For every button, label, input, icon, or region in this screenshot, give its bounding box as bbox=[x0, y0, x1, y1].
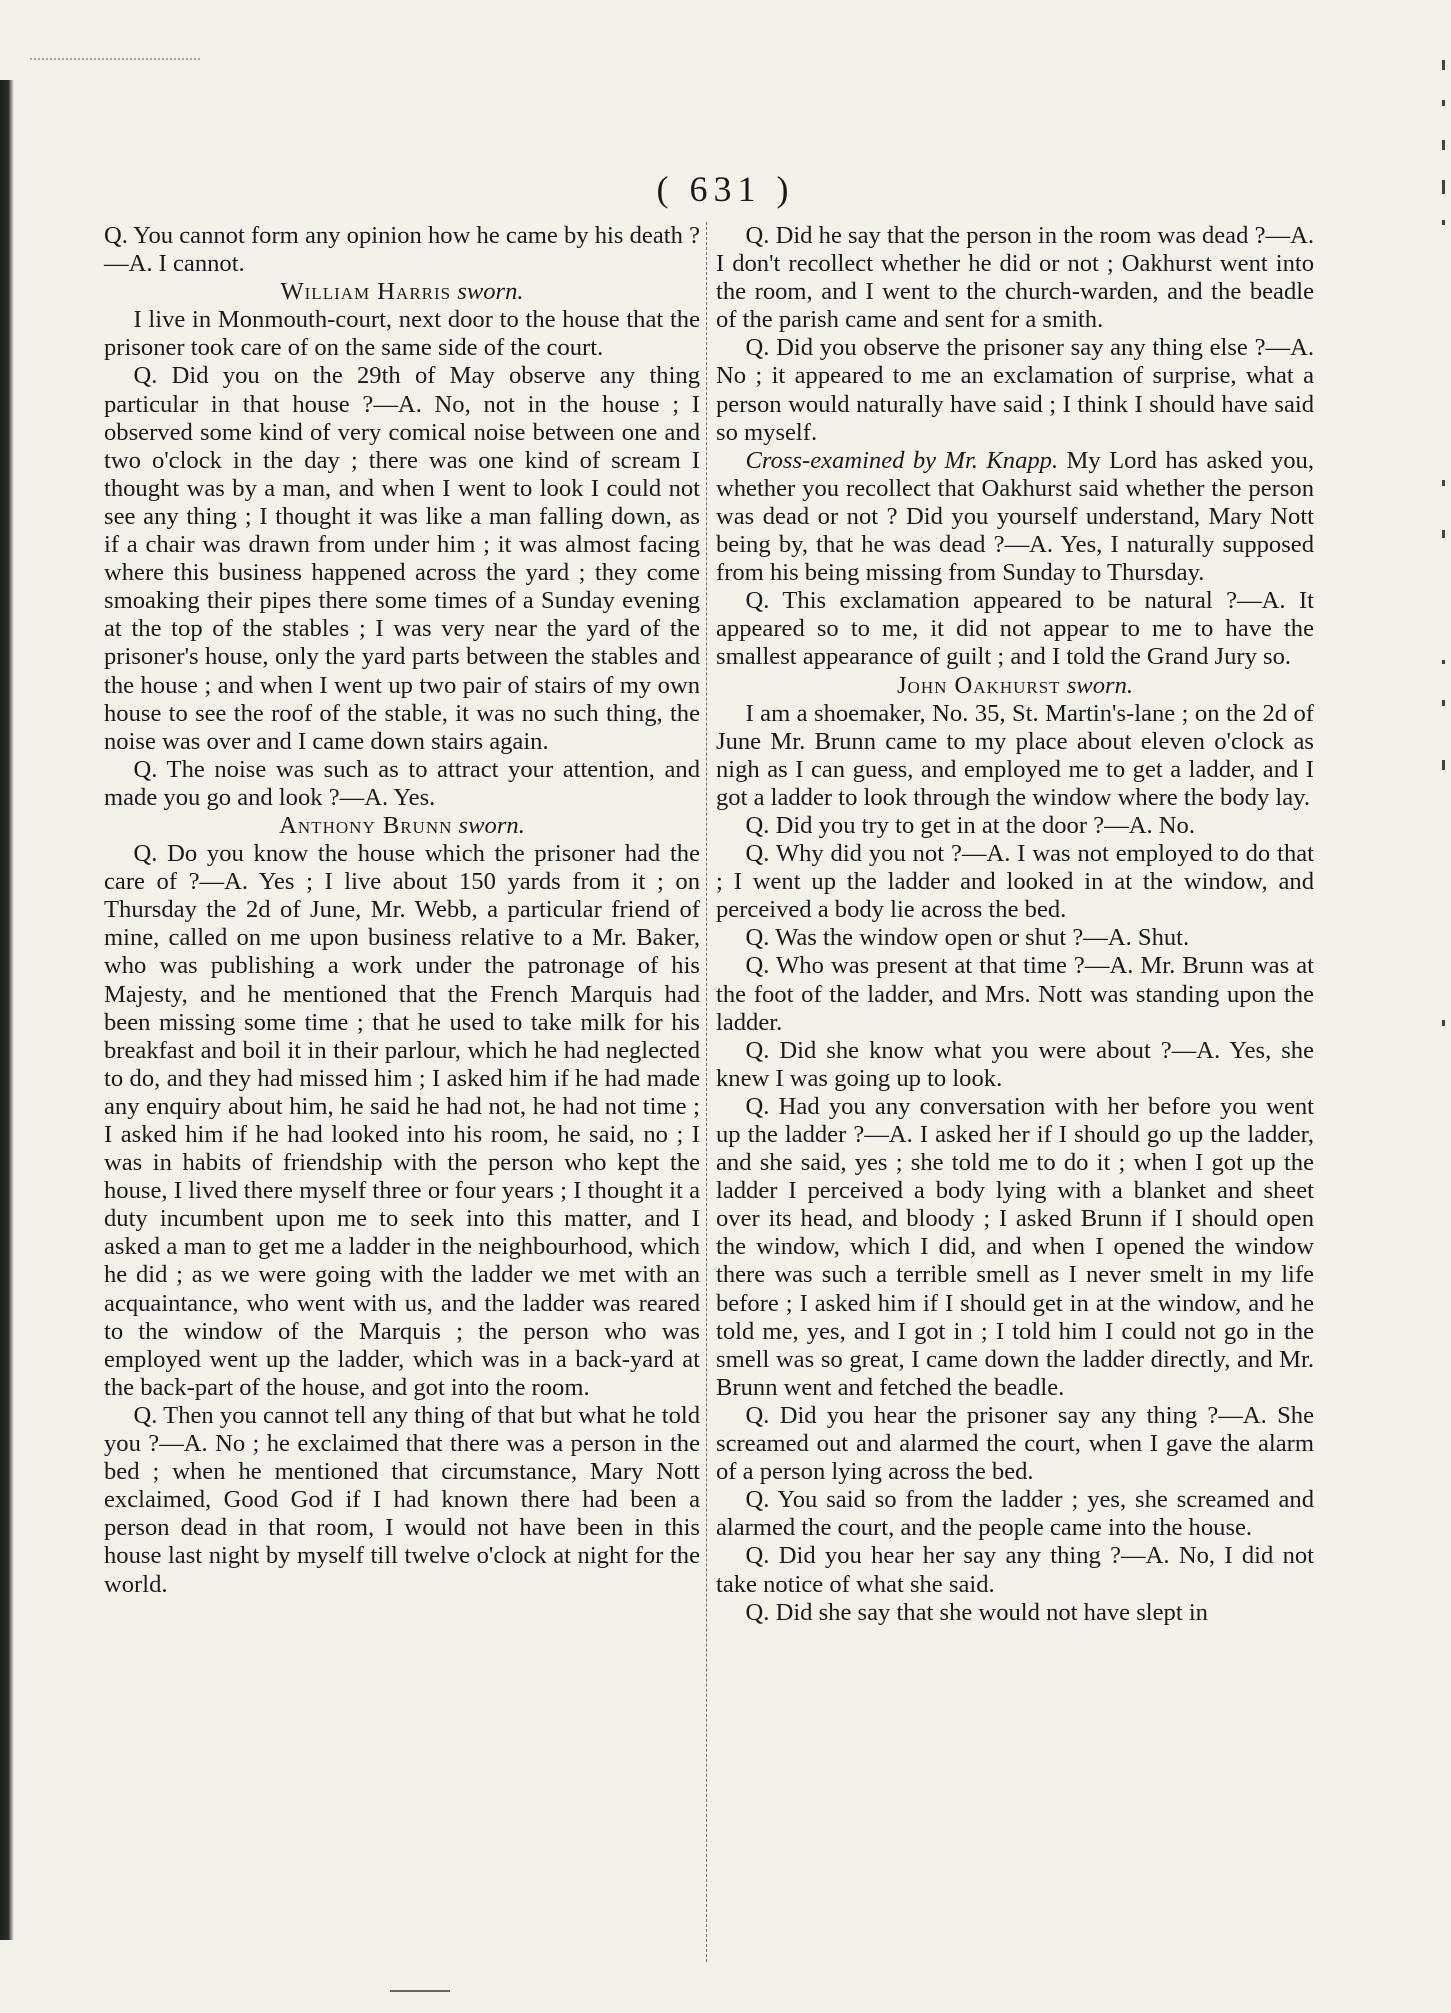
paragraph-text: Q. Did you on the 29th of May observe any thing particular in that house ?—A. No, not in the house ; I observed some kind of very comical noise between one and two o'clock in the day ; there was one kind of scream I thought was by a man, and when I went to look I could not see any thing ; I thought it was like a man falling down, as if a chair was drawn from under him ; it was almost facing where this business happened across the yard ; they come smoaking their pipes there some times of a Sunday evening at the top of the stables ; I was very near the yard of the prisoner's house, only the yard parts between the stables and the house ; and when I went up two pair of stairs of my own house to see the roof of the stable, it was no such thing, the noise was over and I came down stairs again. bbox=[104, 362, 700, 755]
sworn-label: sworn. bbox=[451, 278, 524, 306]
witness-name: Anthony Brunn bbox=[279, 811, 453, 839]
testimony-paragraph bbox=[104, 756, 700, 812]
paragraph-text: I am a shoemaker, No. 35, St. Martin's-lane ; on the 2d of June Mr. Brunn came to my place about eleven o'clock as nigh as I can guess, and employed me to get a ladder, and I got a ladder to look through the window where the body lay. bbox=[716, 699, 1314, 811]
testimony-paragraph bbox=[716, 924, 1314, 952]
paragraph-text: Q. Do you know the house which the prisoner had the care of ?—A. Yes ; I live about 150 yards from it ; on Thursday the 2d of June, Mr. Webb, a particular friend of mine, called on me upon business relative to a Mr. Baker, who was publishing a work under the patronage of his Majesty, and he mentioned that the French Marquis had been missing some time ; that he used to take milk for his breakfast and boil it in their parlour, which he had neglected to do, and they had missed him ; I asked him if he had made any enquiry about him, he said he had not, he had not time ; I asked him if he had looked into his room, he said, no ; I was in habits of friendship with the person who kept the house, I lived there myself three or four years ; I thought it a duty incumbent upon me to seek into this matter, and I asked a man to get me a ladder in the neighbourhood, which he did ; as we were going with the ladder we met with an acquaintance, who went with us, and the ladder was reared to the window of the Marquis ; the person who was employed went up the ladder, which was in a back-yard at the back-part of the house, and got into the room. bbox=[104, 840, 700, 1401]
paragraph-text: My Lord has asked you, whether you recollect that Oakhurst said whether the person was dead or not ? Did you yourself understand, Mary Nott being by, that he was dead ?—A. Yes, I naturally supposed from his being missing from Sunday to Thursday. bbox=[716, 446, 1314, 587]
cross-examination-label: Cross-examined by Mr. Knapp. bbox=[745, 446, 1059, 474]
signature-mark bbox=[390, 1990, 450, 1995]
testimony-paragraph bbox=[716, 222, 1314, 334]
testimony-paragraph bbox=[716, 1037, 1314, 1093]
paragraph-text: Q. Did he say that the person in the room was dead ?—A. I don't recollect whether he did or not ; Oakhurst went into the room, and I went to the church-warden, and the beadle of the parish came and sent for a smith. bbox=[716, 222, 1314, 334]
testimony-paragraph bbox=[716, 334, 1314, 446]
column-divider bbox=[706, 222, 708, 1962]
testimony-paragraph bbox=[104, 840, 700, 1402]
testimony-paragraph bbox=[716, 700, 1314, 812]
paragraph-text: Q. Did you try to get in at the door ?—A. No. bbox=[745, 811, 1195, 839]
left-column bbox=[104, 222, 700, 1599]
testimony-paragraph bbox=[716, 952, 1314, 1036]
scan-noise bbox=[30, 58, 200, 66]
testimony-paragraph bbox=[716, 447, 1314, 587]
paragraph-text: Q. Who was present at that time ?—A. Mr. Brunn was at the foot of the ladder, and Mrs. Nott was standing upon the ladder. bbox=[716, 952, 1314, 1036]
witness-heading bbox=[104, 278, 700, 306]
binding-edge bbox=[0, 80, 14, 1940]
witness-name: William Harris bbox=[280, 278, 452, 306]
paragraph-text: Q. Did she say that she would not have slept in bbox=[745, 1598, 1208, 1626]
testimony-paragraph bbox=[716, 812, 1314, 840]
sworn-label: sworn. bbox=[1060, 671, 1134, 699]
testimony-paragraph bbox=[716, 1093, 1314, 1402]
paragraph-text: Q. Then you cannot tell any thing of that but what he told you ?—A. No ; he exclaimed that there was a person in the bed ; when he mentioned that circumstance, Mary Nott exclaimed, Good God if I had known there had been a person dead in that room, I would not have been in this house last night by myself till twelve o'clock at night for the world. bbox=[104, 1401, 700, 1598]
testimony-paragraph bbox=[716, 1599, 1314, 1627]
paragraph-text: Q. Did you observe the prisoner say any thing else ?—A. No ; it appeared to me an exclamation of surprise, what a person would naturally have said ; I think I should have said so myself. bbox=[716, 334, 1314, 446]
sworn-label: sworn. bbox=[452, 811, 525, 839]
paragraph-text: Q. Did you hear her say any thing ?—A. No, I did not take notice of what she said. bbox=[716, 1542, 1314, 1598]
testimony-paragraph bbox=[716, 1542, 1314, 1598]
paragraph-text: Q. Had you any conversation with her before you went up the ladder ?—A. I asked her if I should go up the ladder, and she said, yes ; she told me to do it ; when I got up the ladder I perceived a body lying with a blanket and sheet over its head, and bloody ; I asked Brunn if I should open the window, which I did, and when I opened the window there was such a terrible smell as I never smelt in my life before ; I asked him if I should get in at the window, and he told me, yes, and I got in ; I told him I could not go in the smell was so great, I came down the ladder directly, and Mr. Brunn went and fetched the beadle. bbox=[716, 1092, 1314, 1401]
testimony-paragraph bbox=[104, 362, 700, 755]
paragraph-text: I live in Monmouth-court, next door to the house that the prisoner took care of on the same side of the court. bbox=[104, 306, 700, 362]
paragraph-text: Q. You said so from the ladder ; yes, she screamed and alarmed the court, and the people came into the house. bbox=[716, 1486, 1314, 1542]
testimony-paragraph bbox=[716, 1486, 1314, 1542]
paragraph-text: Q. This exclamation appeared to be natural ?—A. It appeared so to me, it did not appear to me to have the smallest appearance of guilt ; and I told the Grand Jury so. bbox=[716, 587, 1314, 671]
paragraph-text: Q. Why did you not ?—A. I was not employed to do that ; I went up the ladder and looked in at the window, and perceived a body lie across the bed. bbox=[716, 840, 1314, 924]
testimony-paragraph bbox=[104, 222, 700, 278]
paragraph-text: Q. Was the window open or shut ?—A. Shut. bbox=[745, 924, 1190, 952]
witness-heading bbox=[716, 672, 1314, 700]
right-column bbox=[716, 222, 1314, 1627]
paragraph-text: Q. The noise was such as to attract your attention, and made you go and look ?—A. Yes. bbox=[104, 755, 700, 811]
page-number: ( 631 ) bbox=[656, 169, 795, 209]
paragraph-text: Q. You cannot form any opinion how he came by his death ?—A. I cannot. bbox=[104, 222, 700, 278]
testimony-paragraph bbox=[716, 1402, 1314, 1486]
testimony-paragraph bbox=[716, 587, 1314, 671]
witness-heading bbox=[104, 812, 700, 840]
witness-name: John Oakhurst bbox=[896, 671, 1061, 699]
paragraph-text: Q. Did she know what you were about ?—A. Yes, she knew I was going up to look. bbox=[716, 1036, 1314, 1092]
paragraph-text: Q. Did you hear the prisoner say any thing ?—A. She screamed out and alarmed the court, when I gave the alarm of a person lying across the bed. bbox=[716, 1401, 1314, 1486]
testimony-paragraph bbox=[104, 306, 700, 362]
testimony-paragraph bbox=[104, 1402, 700, 1599]
testimony-paragraph bbox=[716, 840, 1314, 924]
scan-specks bbox=[1427, 60, 1445, 1760]
